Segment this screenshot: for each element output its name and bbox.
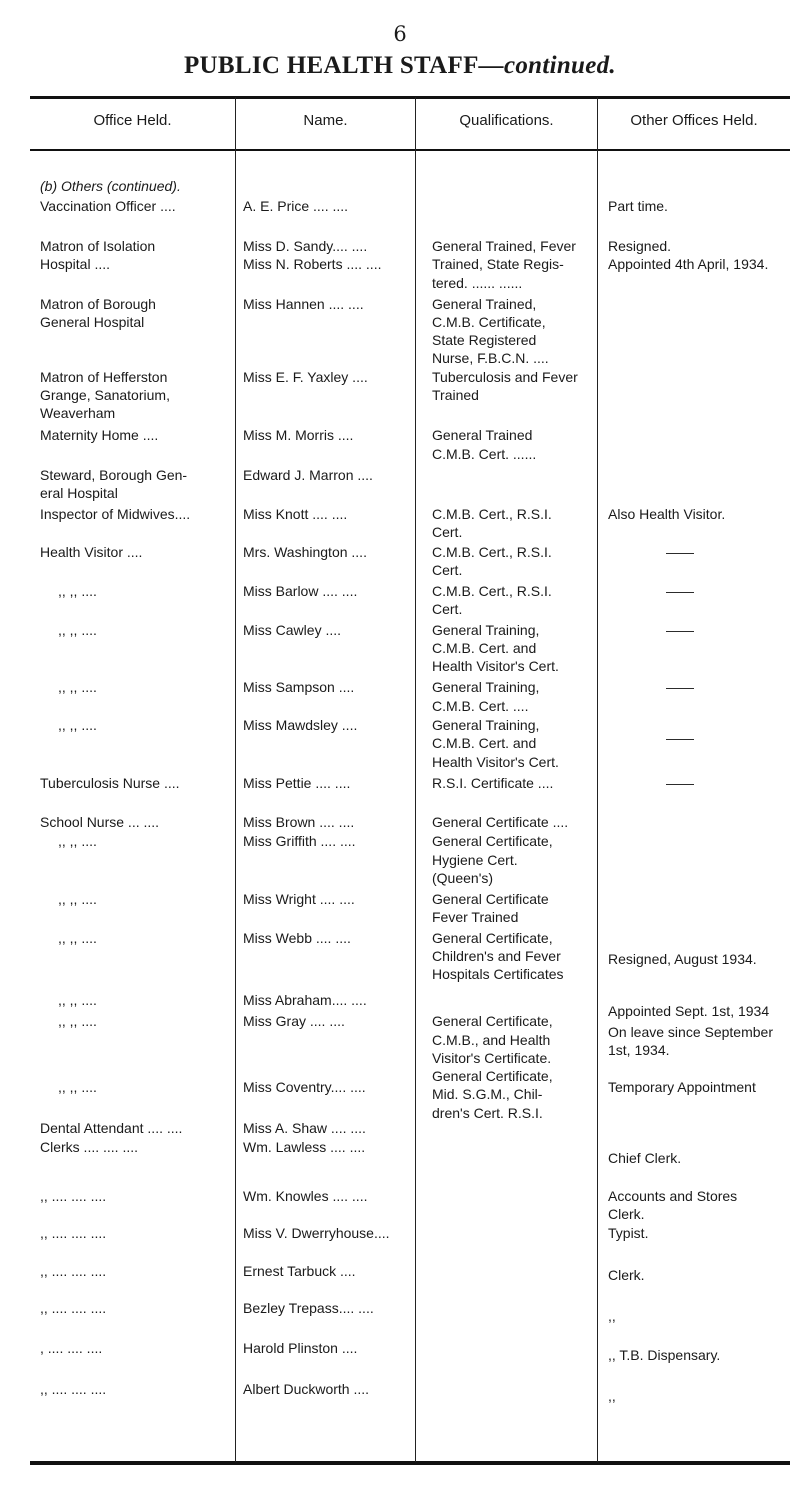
column-divider bbox=[415, 97, 416, 1462]
title-main: PUBLIC HEALTH STAFF bbox=[183, 52, 479, 79]
other-cell: —— bbox=[666, 679, 694, 696]
office-cell: ,, ,, .... bbox=[58, 582, 97, 599]
qualification-cell: General Certificate, bbox=[432, 1068, 553, 1085]
office-cell: ,, .... .... .... bbox=[40, 1262, 107, 1279]
header-other-offices: Other Offices Held. bbox=[630, 112, 758, 129]
qualification-cell: C.M.B., and Health bbox=[432, 1031, 551, 1048]
qualification-cell: General Training, bbox=[432, 717, 540, 734]
qualification-cell: Cert. bbox=[432, 523, 463, 540]
other-cell: Appointed 4th April, 1934. bbox=[608, 256, 769, 273]
office-cell: ,, ,, .... bbox=[58, 890, 97, 907]
name-cell: Harold Plinston .... bbox=[243, 1339, 358, 1356]
office-cell: Weaverham bbox=[40, 405, 116, 422]
qualification-cell: General Certificate .... bbox=[432, 813, 569, 830]
office-cell: Matron of Hefferston bbox=[40, 368, 168, 385]
qualification-cell: General Trained, bbox=[432, 295, 537, 312]
qualification-cell: C.M.B. Cert. and bbox=[432, 640, 537, 657]
qualification-cell: Hospitals Certificates bbox=[432, 966, 564, 983]
other-cell: ,, T.B. Dispensary. bbox=[608, 1347, 721, 1364]
office-cell: ,, .... .... .... bbox=[40, 1300, 107, 1317]
name-cell: Wm. Knowles .... .... bbox=[243, 1188, 368, 1205]
office-cell: ,, .... .... .... bbox=[40, 1381, 107, 1398]
name-cell: Miss Barlow .... .... bbox=[243, 582, 358, 599]
other-cell: ,, bbox=[608, 1387, 616, 1404]
office-cell: ,, ,, .... bbox=[58, 833, 97, 850]
title-suffix: —continued. bbox=[478, 52, 616, 79]
other-cell: —— bbox=[666, 543, 694, 560]
column-divider bbox=[597, 97, 598, 1462]
header-name: Name. bbox=[303, 112, 348, 129]
name-cell: Bezley Trepass.... .... bbox=[243, 1300, 374, 1317]
table-header-rule bbox=[30, 149, 790, 151]
other-cell: 1st, 1934. bbox=[608, 1042, 670, 1059]
qualification-cell: Hygiene Cert. bbox=[432, 851, 518, 868]
name-cell: Miss Knott .... .... bbox=[243, 505, 348, 522]
qualification-cell: C.M.B. Cert. .... bbox=[432, 697, 529, 714]
table-bottom-rule bbox=[30, 1461, 790, 1465]
name-cell: Miss Brown .... .... bbox=[243, 813, 355, 830]
office-cell: Tuberculosis Nurse .... bbox=[40, 774, 180, 791]
qualification-cell: Cert. bbox=[432, 600, 463, 617]
qualification-cell: Visitor's Certificate. bbox=[432, 1049, 552, 1066]
other-cell: Resigned, August 1934. bbox=[608, 950, 757, 967]
name-cell: Miss Abraham.... .... bbox=[243, 992, 367, 1009]
qualification-cell: C.M.B. Cert., R.S.I. bbox=[432, 582, 552, 599]
office-cell: ,, ,, .... bbox=[58, 621, 97, 638]
qualification-cell: Mid. S.G.M., Chil- bbox=[432, 1086, 543, 1103]
name-cell: Miss Coventry.... .... bbox=[243, 1078, 366, 1095]
office-cell: Hospital .... bbox=[40, 256, 111, 273]
name-cell: Miss E. F. Yaxley .... bbox=[243, 368, 368, 385]
name-cell: Miss A. Shaw .... .... bbox=[243, 1120, 366, 1137]
qualification-cell: dren's Cert. R.S.I. bbox=[432, 1104, 543, 1121]
qualification-cell: R.S.I. Certificate .... bbox=[432, 774, 554, 791]
qualification-cell: State Registered bbox=[432, 332, 537, 349]
office-cell: , .... .... .... bbox=[40, 1339, 103, 1356]
name-cell: Miss V. Dwerryhouse.... bbox=[243, 1224, 390, 1241]
page-number: 6 bbox=[393, 22, 407, 46]
other-cell: Clerk. bbox=[608, 1266, 645, 1283]
qualification-cell: General Certificate, bbox=[432, 929, 553, 946]
column-divider bbox=[235, 97, 236, 1462]
name-cell: Miss M. Morris .... bbox=[243, 427, 354, 444]
office-cell: Dental Attendant .... .... bbox=[40, 1120, 183, 1137]
qualification-cell: Health Visitor's Cert. bbox=[432, 658, 559, 675]
office-cell: ,, .... .... .... bbox=[40, 1188, 107, 1205]
qualification-cell: General Trained, Fever bbox=[432, 238, 576, 255]
name-cell: Miss N. Roberts .... .... bbox=[243, 256, 382, 273]
qualification-cell: C.M.B. Cert., R.S.I. bbox=[432, 543, 552, 560]
other-cell: —— bbox=[666, 730, 694, 747]
table-top-rule bbox=[30, 96, 790, 99]
qualification-cell: Health Visitor's Cert. bbox=[432, 753, 559, 770]
office-cell: ,, ,, .... bbox=[58, 1013, 97, 1030]
other-cell: Appointed Sept. 1st, 1934 bbox=[608, 1002, 770, 1019]
name-cell: Miss Cawley .... bbox=[243, 621, 342, 638]
name-cell: Ernest Tarbuck .... bbox=[243, 1262, 356, 1279]
name-cell: Miss Sampson .... bbox=[243, 679, 355, 696]
name-cell: Miss Wright .... .... bbox=[243, 890, 355, 907]
qualification-cell: Trained, State Regis- bbox=[432, 256, 564, 273]
other-cell: —— bbox=[666, 621, 694, 638]
other-cell: Chief Clerk. bbox=[608, 1150, 682, 1167]
name-cell: Miss Pettie .... .... bbox=[243, 774, 351, 791]
other-cell: Typist. bbox=[608, 1224, 649, 1241]
qualification-cell: C.M.B. Certificate, bbox=[432, 313, 546, 330]
office-cell: ,, ,, .... bbox=[58, 1078, 97, 1095]
office-cell: Health Visitor .... bbox=[40, 543, 143, 560]
office-cell: Maternity Home .... bbox=[40, 427, 159, 444]
office-cell: School Nurse ... .... bbox=[40, 813, 160, 830]
qualification-cell: General Certificate, bbox=[432, 1013, 553, 1030]
qualification-cell: C.M.B. Cert., R.S.I. bbox=[432, 505, 552, 522]
other-cell: Part time. bbox=[608, 197, 668, 214]
office-cell: ,, ,, .... bbox=[58, 992, 97, 1009]
other-cell: —— bbox=[666, 774, 694, 791]
name-cell: Miss Mawdsley .... bbox=[243, 717, 358, 734]
other-cell: On leave since September bbox=[608, 1023, 773, 1040]
office-cell: Steward, Borough Gen- bbox=[40, 466, 188, 483]
qualification-cell: C.M.B. Cert. and bbox=[432, 735, 537, 752]
name-cell: Miss Webb .... .... bbox=[243, 929, 351, 946]
name-cell: Edward J. Marron .... bbox=[243, 466, 373, 483]
other-cell: Also Health Visitor. bbox=[608, 505, 726, 522]
name-cell: Mrs. Washington .... bbox=[243, 543, 367, 560]
qualification-cell: Nurse, F.B.C.N. .... bbox=[432, 350, 549, 367]
office-cell: ,, .... .... .... bbox=[40, 1224, 107, 1241]
office-cell: eral Hospital bbox=[40, 484, 118, 501]
name-cell: Miss Hannen .... .... bbox=[243, 295, 364, 312]
qualification-cell: General Certificate bbox=[432, 890, 549, 907]
office-cell: Grange, Sanatorium, bbox=[40, 386, 170, 403]
name-cell: Wm. Lawless .... .... bbox=[243, 1138, 366, 1155]
qualification-cell: tered. ...... ...... bbox=[432, 274, 523, 291]
qualification-cell: C.M.B. Cert. ...... bbox=[432, 445, 537, 462]
office-cell: ,, ,, .... bbox=[58, 679, 97, 696]
name-cell: A. E. Price .... .... bbox=[243, 197, 349, 214]
qualification-cell: Cert. bbox=[432, 561, 463, 578]
name-cell: Miss D. Sandy.... .... bbox=[243, 238, 368, 255]
other-cell: Temporary Appointment bbox=[608, 1078, 756, 1095]
other-cell: Clerk. bbox=[608, 1206, 645, 1223]
qualification-cell: Trained bbox=[432, 386, 479, 403]
section-heading: (b) Others (continued). bbox=[40, 178, 181, 195]
office-cell: Inspector of Midwives.... bbox=[40, 505, 191, 522]
name-cell: Miss Gray .... .... bbox=[243, 1013, 345, 1030]
qualification-cell: General Training, bbox=[432, 621, 540, 638]
header-office: Office Held. bbox=[93, 112, 172, 129]
office-cell: Vaccination Officer .... bbox=[40, 197, 176, 214]
office-cell: Matron of Isolation bbox=[40, 238, 156, 255]
qualification-cell: General Certificate, bbox=[432, 833, 553, 850]
other-cell: —— bbox=[666, 582, 694, 599]
name-cell: Miss Griffith .... .... bbox=[243, 833, 356, 850]
qualification-cell: General Trained bbox=[432, 427, 533, 444]
office-cell: Clerks .... .... .... bbox=[40, 1138, 139, 1155]
office-cell: General Hospital bbox=[40, 313, 145, 330]
other-cell: Accounts and Stores bbox=[608, 1188, 738, 1205]
office-cell: ,, ,, .... bbox=[58, 929, 97, 946]
other-cell: ,, bbox=[608, 1308, 616, 1325]
qualification-cell: Children's and Fever bbox=[432, 948, 561, 965]
qualification-cell: (Queen's) bbox=[432, 869, 494, 886]
office-cell: Matron of Borough bbox=[40, 295, 156, 312]
name-cell: Albert Duckworth .... bbox=[243, 1381, 370, 1398]
qualification-cell: Fever Trained bbox=[432, 908, 519, 925]
qualification-cell: Tuberculosis and Fever bbox=[432, 368, 578, 385]
page-title bbox=[0, 52, 800, 80]
header-qualifications: Qualifications. bbox=[459, 112, 554, 129]
office-cell: ,, ,, .... bbox=[58, 717, 97, 734]
qualification-cell: General Training, bbox=[432, 679, 540, 696]
other-cell: Resigned. bbox=[608, 238, 672, 255]
